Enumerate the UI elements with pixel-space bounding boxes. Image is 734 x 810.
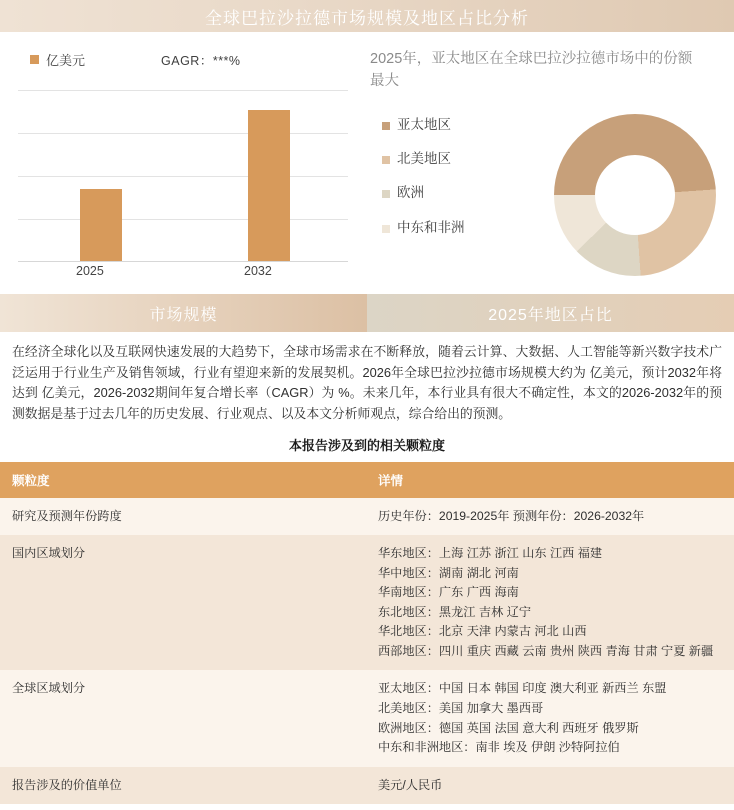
x-axis-line xyxy=(18,261,348,262)
legend-item-mea xyxy=(382,219,465,237)
table-header-granularity: 颗粒度 xyxy=(0,462,366,498)
bar-legend-label: 亿美元 xyxy=(46,53,86,68)
gridline xyxy=(18,219,348,220)
legend-swatch-icon xyxy=(382,225,390,233)
section-headers xyxy=(0,294,734,332)
gridline xyxy=(18,176,348,177)
detail-line: 北美地区：美国 加拿大 墨西哥 xyxy=(378,701,544,715)
table-row xyxy=(0,670,734,766)
legend-label: 中东和非洲 xyxy=(397,219,465,235)
table-row xyxy=(0,535,734,670)
legend-swatch-icon xyxy=(382,190,390,198)
gridline xyxy=(18,90,348,91)
bar-x-tick-labels xyxy=(18,264,348,282)
donut-hole xyxy=(595,155,675,235)
bar-chart-plot xyxy=(18,90,348,262)
detail-line: 中东和非洲地区：南非 埃及 伊朗 沙特阿拉伯 xyxy=(378,740,620,755)
detail-line: 欧洲地区：德国 英国 法国 意大利 西班牙 俄罗斯 xyxy=(378,720,639,735)
bar-2025 xyxy=(80,189,122,261)
section-header-market-size: 市场规模 xyxy=(0,294,367,332)
row-label: 研究及预测年份跨度 xyxy=(0,498,366,536)
row-label: 报告涉及的价值单位 xyxy=(0,767,366,805)
bar-chart-legend xyxy=(0,32,366,69)
page-title-bar xyxy=(0,0,734,32)
detail-line: 亚太地区：中国 日本 韩国 印度 澳大利亚 新西兰 东盟 xyxy=(378,681,667,696)
table-row xyxy=(0,767,734,805)
detail-line: 美元/人民币 xyxy=(378,777,443,792)
x-tick-label: 2032 xyxy=(244,264,272,278)
row-label: 全球区域划分 xyxy=(0,670,366,766)
summary-paragraph: 在经济全球化以及互联网快速发展的大趋势下，全球市场需求在不断释放，随着云计算、大数据、人工智能等新兴数字技术广泛运用于行业生产及销售领域，行业有望迎来新的发展契机。2026年全球巴拉沙拉德市场规模大约为 亿美元，预计2032年将达到 亿美元，2026-2032期间年复合增长率（CAGR）为 %。未来几年，本行业具有很大不确定性，本文的2026-2032年的预测数据是基于过去几年的历史发展、行业观点、以及本文分析师观点，综合给出的预测。 xyxy=(12,344,722,422)
row-detail xyxy=(366,670,734,766)
row-detail xyxy=(366,498,734,536)
detail-line: 历史年份：2019-2025年 预测年份：2026-2032年 xyxy=(378,508,645,523)
gridline xyxy=(18,133,348,134)
donut-chart xyxy=(554,114,716,276)
legend-label: 欧洲 xyxy=(397,185,424,201)
pie-chart-heading: 2025年，亚太地区在全球巴拉沙拉德市场中的份额最大 xyxy=(370,51,693,90)
page-title: 全球巴拉沙拉德市场规模及地区占比分析 xyxy=(205,8,529,28)
detail-line: 华北地区：北京 天津 内蒙古 河北 山西 xyxy=(378,624,587,639)
bar-chart-panel xyxy=(0,32,366,294)
detail-line: 西部地区：四川 重庆 西藏 云南 贵州 陕西 青海 甘肃 宁夏 新疆 xyxy=(378,643,714,658)
legend-item-north-america xyxy=(382,150,465,168)
legend-swatch-icon xyxy=(382,122,390,130)
pie-chart-panel xyxy=(366,32,734,294)
row-detail xyxy=(366,767,734,805)
legend-swatch-icon xyxy=(382,156,390,164)
x-tick-label: 2025 xyxy=(76,264,104,278)
legend-swatch-icon xyxy=(30,55,39,64)
detail-line: 华中地区：湖南 湖北 河南 xyxy=(378,565,519,580)
detail-line: 东北地区：黑龙江 吉林 辽宁 xyxy=(378,604,532,619)
pie-chart-legend xyxy=(382,116,465,253)
legend-item-asia-pacific xyxy=(382,116,465,134)
table-header-row xyxy=(0,462,734,498)
section-header-region-share: 2025年地区占比 xyxy=(367,294,734,332)
legend-label: 亚太地区 xyxy=(397,117,451,132)
bar-2032 xyxy=(248,110,290,261)
detail-line: 华东地区：上海 江苏 浙江 山东 江西 福建 xyxy=(378,546,603,561)
charts-area xyxy=(0,32,734,294)
table-title: 本报告涉及到的相关颗粒度 xyxy=(288,437,445,453)
legend-label: 北美地区 xyxy=(397,151,451,167)
bar-gagr-annotation: GAGR：***% xyxy=(161,53,241,68)
legend-item-europe xyxy=(382,184,465,202)
row-label: 国内区域划分 xyxy=(0,535,366,670)
detail-line: 华南地区：广东 广西 海南 xyxy=(378,585,519,600)
table-header-detail: 详情 xyxy=(366,462,734,498)
table-row xyxy=(0,498,734,536)
row-detail xyxy=(366,535,734,670)
granularity-table xyxy=(0,462,734,804)
